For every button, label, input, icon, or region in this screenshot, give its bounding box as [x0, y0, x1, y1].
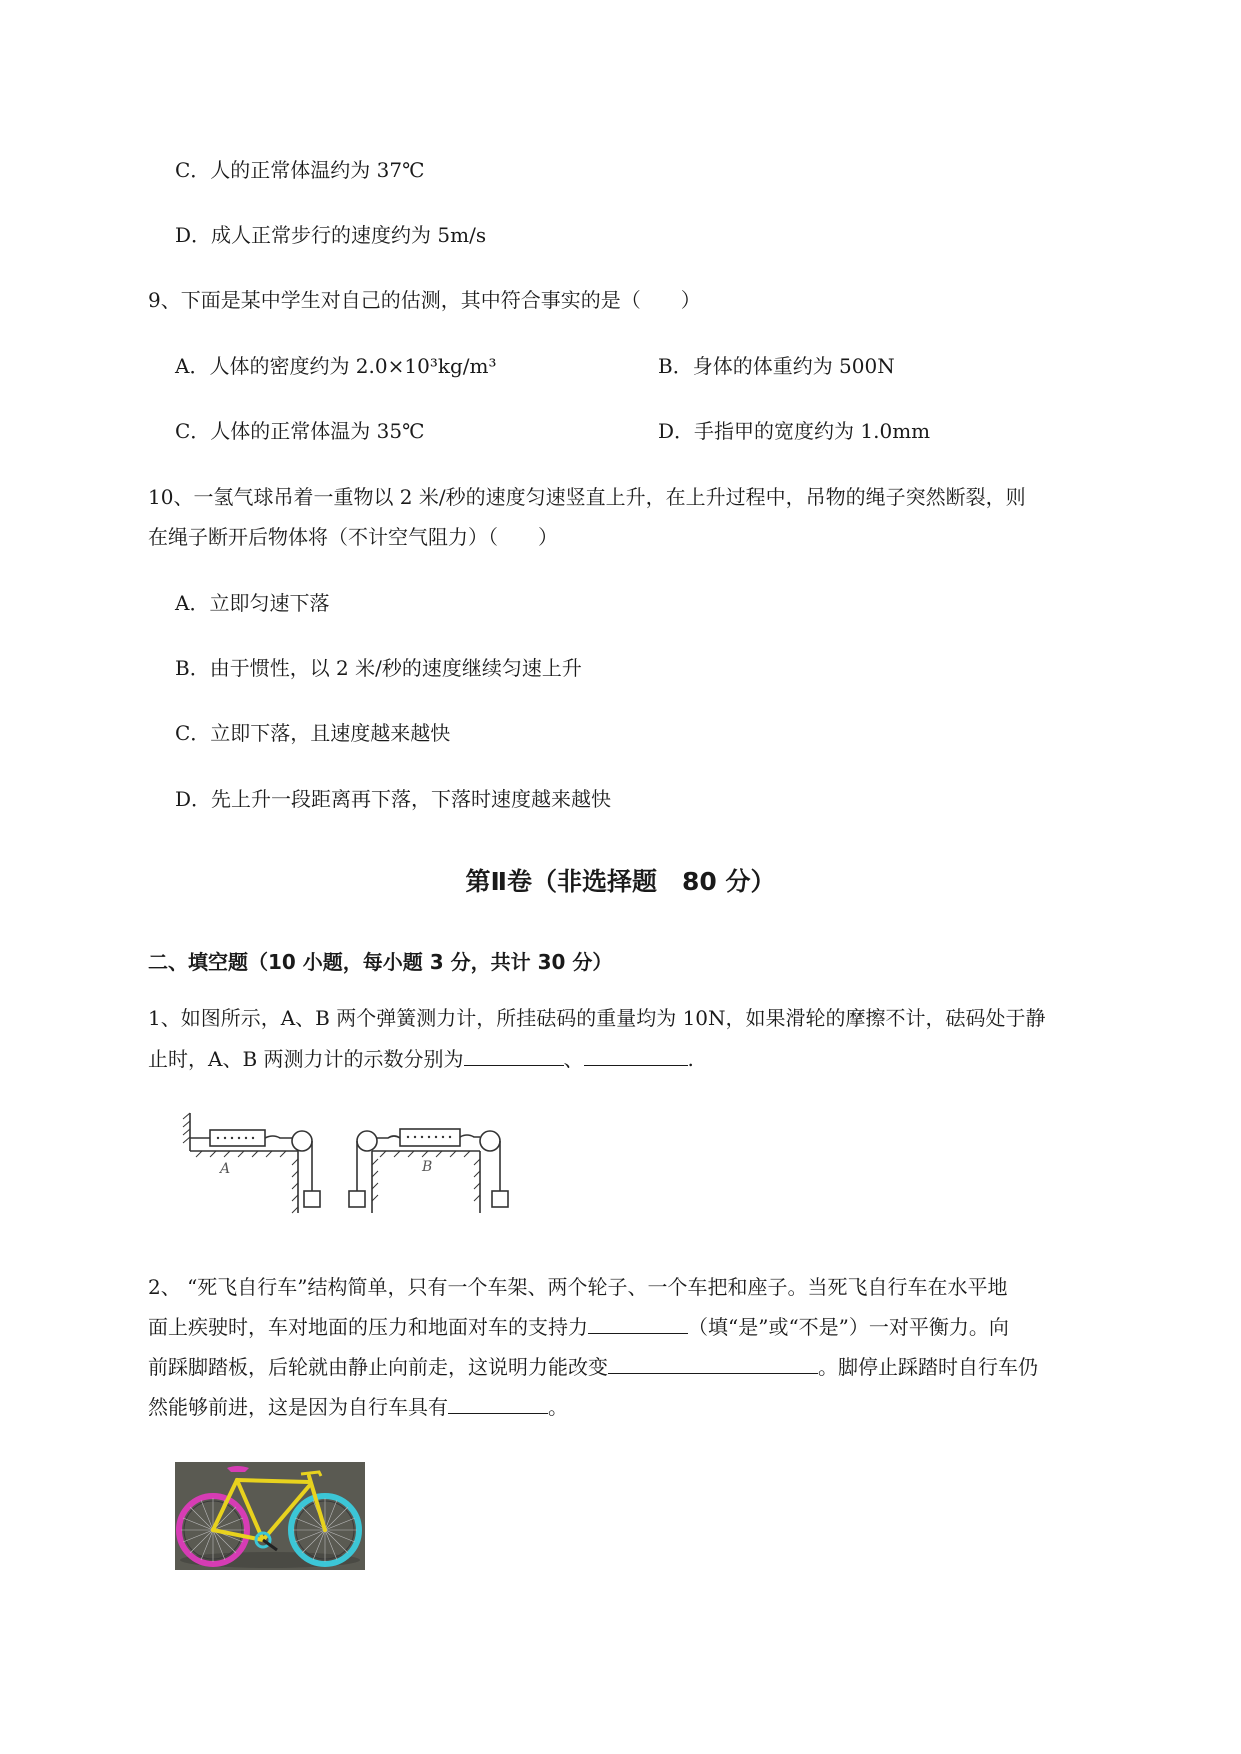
q10-stem-line1: 10、一氢气球吊着一重物以 2 米/秒的速度匀速竖直上升，在上升过程中，吊物的绳子突然断裂，则 — [148, 485, 1026, 509]
label-a: A — [220, 1161, 231, 1177]
string-a — [265, 1136, 292, 1138]
fill2-blank-3[interactable] — [448, 1393, 548, 1414]
fill2-line2-tail: （填“是”或“不是”）一对平衡力。向 — [688, 1315, 1009, 1339]
spring-scale-marks-a — [217, 1137, 254, 1139]
fill1-blank-b[interactable] — [584, 1045, 688, 1066]
label-b: B — [422, 1159, 433, 1175]
fill1-line1: 1、如图所示，A、B 两个弹簧测力计，所挂砝码的重量均为 10N，如果滑轮的摩擦不计，砝码处于静 — [148, 1006, 1046, 1030]
q10-option-c: C．立即下落，且速度越来越快 — [175, 721, 451, 745]
spring-scale-marks-b — [407, 1136, 451, 1138]
fill1-separator: 、 — [563, 1047, 584, 1071]
fill2-line4 — [148, 1393, 568, 1421]
fill1-line2 — [148, 1045, 694, 1073]
q10-option-a: A．立即匀速下落 — [175, 591, 330, 615]
fixed-gear-bike-photo — [175, 1462, 365, 1570]
q9-option-b: B．身体的体重约为 500N — [658, 354, 895, 378]
q9-stem: 9、下面是某中学生对自己的估测，其中符合事实的是（ ） — [148, 288, 701, 312]
wall-a-hatch — [183, 1113, 190, 1143]
fill2-blank-2[interactable] — [608, 1353, 818, 1374]
pulley-a — [292, 1131, 312, 1151]
string-b-right — [460, 1135, 480, 1137]
fill2-line4-tail: 。 — [548, 1395, 568, 1419]
q8-option-c: C．人的正常体温约为 37℃ — [175, 158, 425, 182]
fill2-line3-text: 前踩脚踏板，后轮就由静止向前走，这说明力能改变 — [148, 1355, 608, 1379]
q9-option-a: A．人体的密度约为 2.0×10³kg/m³ — [175, 354, 497, 378]
q10-option-d: D．先上升一段距离再下落，下落时速度越来越快 — [175, 787, 612, 811]
table-a-leg-hatch — [292, 1159, 298, 1213]
fill2-line2-text: 面上疾驶时，车对地面的压力和地面对车的支持力 — [148, 1315, 588, 1339]
weight-b-left — [349, 1191, 365, 1207]
fill1-line2-text: 止时，A、B 两测力计的示数分别为 — [148, 1047, 464, 1071]
fill1-end: . — [687, 1047, 694, 1071]
pulley-b-right — [480, 1131, 500, 1151]
pulley-b-left — [357, 1131, 377, 1151]
table-b-hatch — [380, 1151, 470, 1157]
table-a-hatch — [196, 1151, 286, 1157]
section2-title: 二、填空题（10 小题，每小题 3 分，共计 30 分） — [148, 950, 613, 974]
fill2-line3-tail: 。脚停止踩踏时自行车仍 — [818, 1355, 1038, 1379]
spring-balance-figure — [180, 1105, 550, 1215]
fill1-blank-a[interactable] — [464, 1045, 564, 1066]
q9-option-c: C．人体的正常体温为 35℃ — [175, 419, 425, 443]
fill2-line4-text: 然能够前进，这是因为自行车具有 — [148, 1395, 448, 1419]
q8-option-d: D．成人正常步行的速度约为 5m/s — [175, 223, 487, 247]
part2-title: 第Ⅱ卷（非选择题 80 分） — [465, 867, 776, 896]
fill2-line2 — [148, 1313, 1009, 1341]
q10-option-b: B．由于惯性，以 2 米/秒的速度继续匀速上升 — [175, 656, 582, 680]
q9-option-d: D．手指甲的宽度约为 1.0mm — [658, 419, 931, 443]
string-b-left — [377, 1136, 400, 1138]
weight-b-right — [492, 1191, 508, 1207]
fill2-line1: 2、 “死飞自行车”结构简单，只有一个车架、两个轮子、一个车把和座子。当死飞自行车在水平地 — [148, 1275, 1008, 1299]
q10-stem-line2: 在绳子断开后物体将（不计空气阻力）（ ） — [148, 525, 558, 549]
fill2-blank-1[interactable] — [588, 1313, 688, 1334]
fill2-line3 — [148, 1353, 1038, 1381]
weight-a — [304, 1191, 320, 1207]
